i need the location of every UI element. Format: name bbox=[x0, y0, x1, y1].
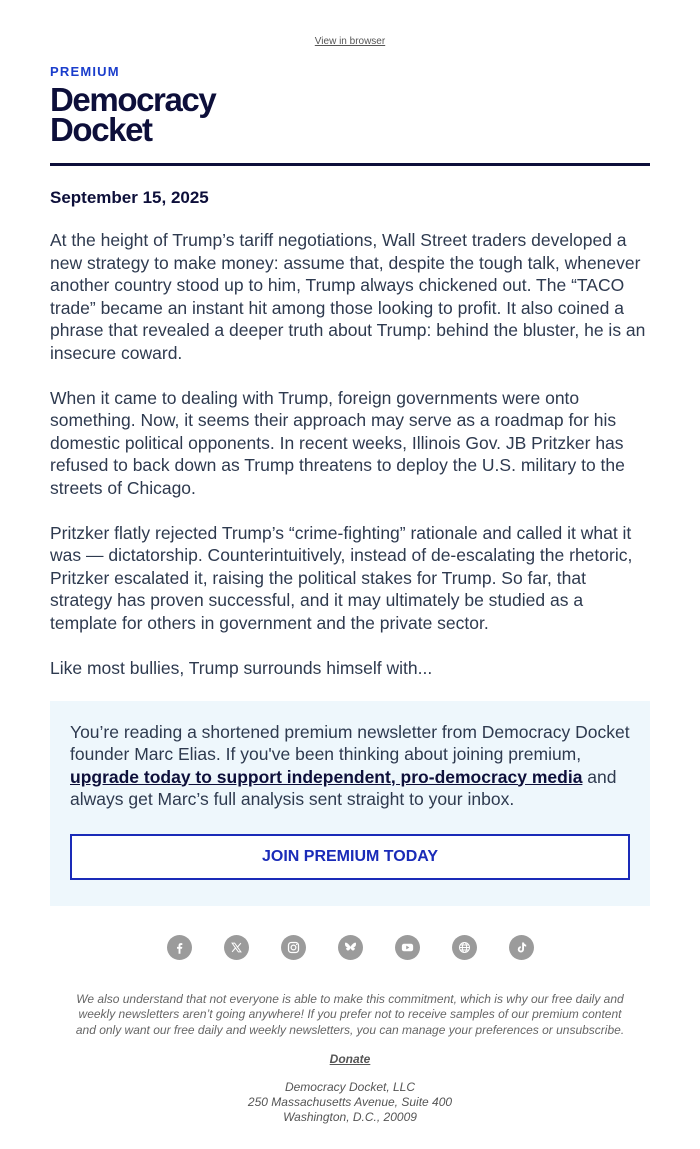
address-city: Washington, D.C., 20009 bbox=[283, 1110, 417, 1124]
x-icon[interactable] bbox=[224, 935, 249, 960]
tiktok-icon[interactable] bbox=[509, 935, 534, 960]
article-paragraph-4: Like most bullies, Trump surrounds himself with... bbox=[50, 657, 433, 678]
premium-label: PREMIUM bbox=[50, 64, 120, 79]
article-paragraph-2: When it came to dealing with Trump, foreign governments were onto something. Now, it seems their approach may serve as a roadmap for his domestic political opponents. In recent weeks, Illinois Gov. JB Pritzker has refused to back down as Trump threatens to deploy the U.S. military to the streets of Chicago. bbox=[50, 387, 625, 498]
address-company: Democracy Docket, LLC bbox=[284, 1080, 416, 1094]
view-in-browser-link[interactable]: View in browser bbox=[314, 36, 386, 47]
premium-promo-box bbox=[50, 701, 650, 906]
logo-line-1: Democracy bbox=[50, 81, 216, 118]
upgrade-link[interactable]: upgrade today to support independent, pro-democracy media bbox=[70, 766, 583, 787]
address-street: 250 Massachusetts Avenue, Suite 400 bbox=[247, 1095, 453, 1109]
bluesky-icon[interactable] bbox=[338, 935, 363, 960]
youtube-icon[interactable] bbox=[395, 935, 420, 960]
article-date: September 15, 2025 bbox=[50, 188, 209, 207]
legal-notice: We also understand that not everyone is able to make this commitment, which is why our free daily and weekly newsletters aren’t going anywhere! If you prefer not to receive samples of our premium content and only want our free daily and weekly newsletters, you can manage your preferences or unsubscribe. bbox=[75, 991, 625, 1037]
brand-header bbox=[50, 52, 650, 148]
donate-link[interactable]: Donate bbox=[329, 1052, 371, 1066]
democracy-docket-logo[interactable] bbox=[50, 81, 650, 148]
social-icons-row bbox=[50, 935, 650, 960]
email-container bbox=[50, 0, 650, 1125]
article-body bbox=[50, 229, 650, 679]
company-address bbox=[50, 1080, 650, 1125]
instagram-icon[interactable] bbox=[281, 935, 306, 960]
join-premium-button[interactable]: JOIN PREMIUM TODAY bbox=[70, 834, 630, 880]
facebook-icon[interactable] bbox=[167, 935, 192, 960]
promo-text-before: You’re reading a shortened premium newsletter from Democracy Docket founder Marc Elias. If you've been thinking about joining premium, bbox=[70, 721, 630, 764]
promo-text bbox=[70, 721, 630, 811]
promo-text-after: and always get Marc’s full analysis sent straight to your inbox. bbox=[70, 766, 617, 809]
article-paragraph-3: Pritzker flatly rejected Trump’s “crime-fighting” rationale and called it what it was — dictatorship. Counterintuitively, instead of de-escalating the rhetoric, Pritzker escalated it, raising the political stakes for Trump. So far, that strategy has proven successful, and it may ultimately be studied as a template for others in government and the private sector. bbox=[50, 522, 633, 633]
website-icon[interactable] bbox=[452, 935, 477, 960]
logo-line-2: Docket bbox=[50, 111, 152, 148]
article-paragraph-1: At the height of Trump’s tariff negotiations, Wall Street traders developed a new strategy to make money: assume that, despite the tough talk, whenever another country stood up to him, Trump always chickened out. The “TACO trade” became an instant hit among those looking to profit. It also coined a phrase that revealed a deeper truth about Trump: behind the bluster, he is an insecure coward. bbox=[50, 230, 646, 363]
header-divider bbox=[50, 163, 650, 166]
view-in-browser-bar bbox=[50, 0, 650, 52]
